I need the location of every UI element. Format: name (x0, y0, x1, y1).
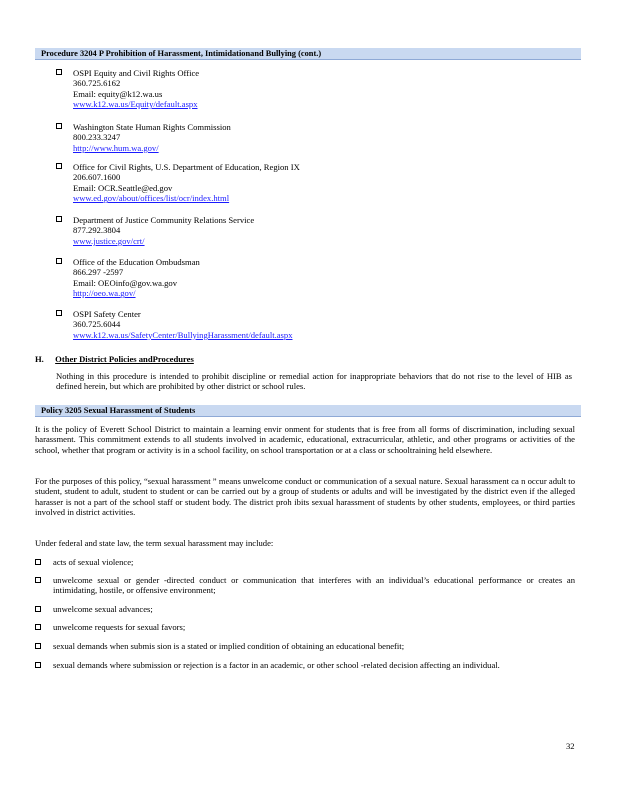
contact-phone: 877.292.3804 (73, 225, 121, 236)
section-letter: H. (35, 354, 44, 364)
bullet-icon (35, 662, 41, 668)
contact-link[interactable]: www.k12.wa.us/Equity/default.aspx (73, 99, 198, 110)
bullet-icon (56, 123, 62, 129)
contact-phone: 866.297 -2597 (73, 267, 124, 278)
section-title: Other District Policies andProcedures (55, 354, 194, 364)
list-item-text: sexual demands when submis sion is a stated or implied condition of obtaining an educational benefit; (53, 641, 405, 651)
contact-name: OSPI Safety Center (73, 309, 141, 319)
policy-paragraph: Under federal and state law, the term sexual harassment may include: (35, 538, 274, 548)
contact-name: Office of the Education Ombudsman (73, 257, 200, 267)
bullet-icon (56, 258, 62, 264)
contact-link[interactable]: www.ed.gov/about/offices/list/ocr/index.html (73, 193, 230, 204)
bullet-icon (56, 69, 62, 75)
policy-paragraph: It is the policy of Everett School District to maintain a learning envir onment for students that is free from all forms of discrimination, including sexual harassment. This commitment extends to all students involved in academic, educational, extracurricular, athletic, and other programs or activities of the school, whether that program or activity is in a school facility, on school transportation or at a class or schooltraining held elsewhere. (35, 424, 575, 455)
list-item-text: unwelcome sexual advances; (53, 604, 153, 614)
contact-link[interactable]: http://oeo.wa.gov/ (73, 288, 136, 299)
contact-name: OSPI Equity and Civil Rights Office (73, 68, 200, 78)
contact-email: Email: OCR.Seattle@ed.gov (73, 182, 173, 193)
bullet-icon (56, 310, 62, 316)
contact-link[interactable]: http://www.hum.wa.gov/ (73, 142, 159, 153)
bullet-icon (35, 606, 41, 612)
list-item-text: acts of sexual violence; (53, 557, 134, 567)
list-item-text: unwelcome sexual or gender -directed conduct or communication that interferes with an individual’s educational performance or creates an intimidating, hostile, or offensive environment; (53, 575, 575, 596)
list-item-text: sexual demands where submission or rejection is a factor in an academic, or other school -related decision affecting an individual. (53, 660, 500, 670)
contact-phone: 360.725.6044 (73, 319, 121, 330)
list-item-text: unwelcome requests for sexual favors; (53, 622, 186, 632)
procedure-header-bar: Procedure 3204 P Prohibition of Harassment, Intimidationand Bullying (cont.) (35, 48, 581, 60)
bullet-icon (35, 577, 41, 583)
policy-header-bar: Policy 3205 Sexual Harassment of Students (35, 405, 581, 417)
contact-name: Department of Justice Community Relations Service (73, 215, 255, 225)
contact-name: Office for Civil Rights, U.S. Department of Education, Region IX (73, 162, 300, 172)
policy-paragraph: For the purposes of this policy, “sexual harassment ” means unwelcome conduct or communication of a sexual nature. Sexual harassment ca n occur adult to student, student to adult, student to student or can be carried out by a group of students or adults and will be investigated by the district even if the alleged harasser is not a part of the school staff or student body. The district proh ibits sexual harassment of students by other students, employees, or third parties involved in district activities. (35, 476, 575, 518)
bullet-icon (35, 559, 41, 565)
page-number: 32 (566, 741, 575, 751)
bullet-icon (56, 216, 62, 222)
section-paragraph: Nothing in this procedure is intended to prohibit discipline or remedial action for inappropriate behaviors that do not rise to the level of HIB as defined herein, but which are prohibited by other district or school rules. (56, 371, 572, 392)
contact-email: Email: OEOinfo@gov.wa.gov (73, 277, 178, 288)
section-heading (35, 354, 222, 364)
contact-link[interactable]: www.justice.gov/crt/ (73, 235, 145, 246)
bullet-icon (56, 163, 62, 169)
contact-phone: 206.607.1600 (73, 172, 121, 183)
contact-link[interactable]: www.k12.wa.us/SafetyCenter/BullyingHarassment/default.aspx (73, 329, 293, 340)
bullet-icon (35, 643, 41, 649)
contact-email: Email: equity@k12.wa.us (73, 88, 163, 99)
contact-phone: 360.725.6162 (73, 78, 121, 89)
contact-name: Washington State Human Rights Commission (73, 122, 231, 132)
contact-phone: 800.233.3247 (73, 132, 121, 143)
bullet-icon (35, 624, 41, 630)
